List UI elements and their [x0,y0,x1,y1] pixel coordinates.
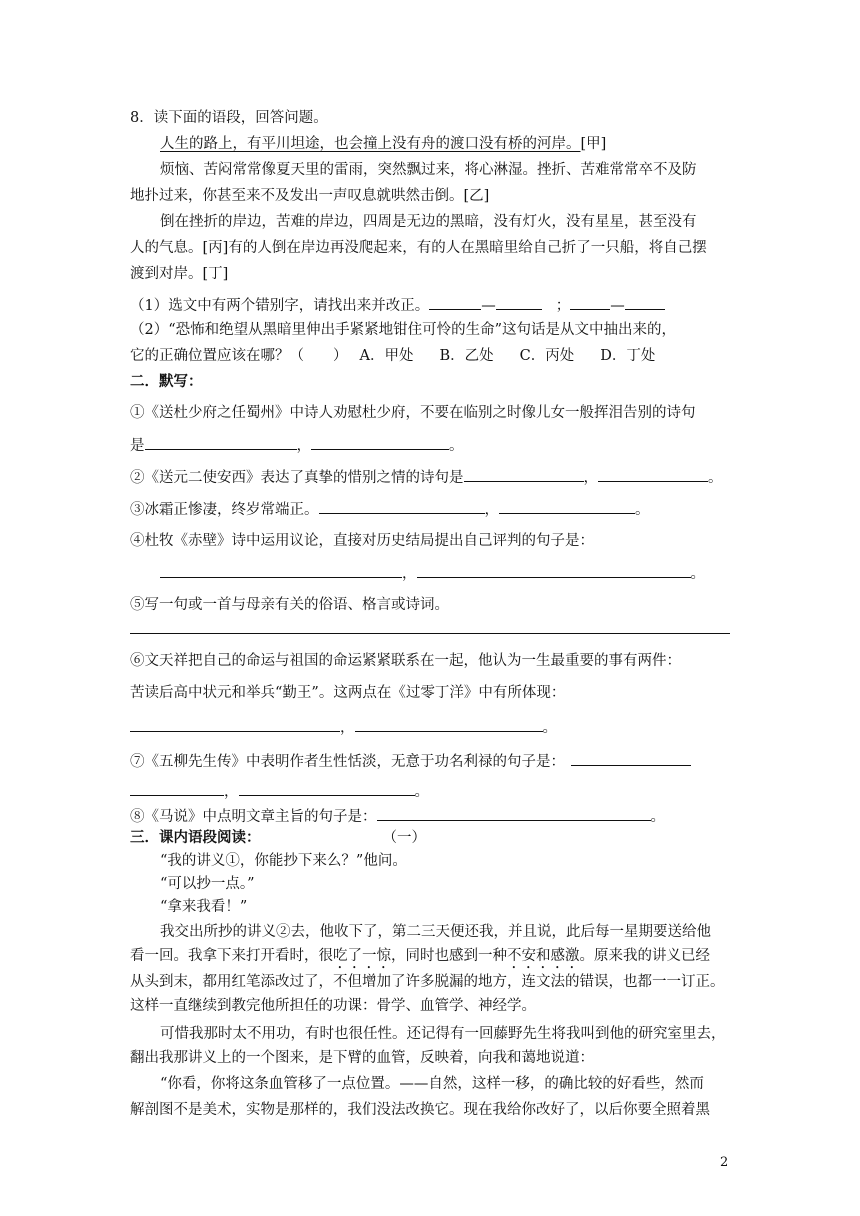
option-a: A．甲处 [359,348,414,364]
q8-paragraph-3-line-2: 人的气息。[丙]有的人倒在岸边再没爬起来，有的人在黑暗里给自己折了一只船，将自己摆 [130,240,707,256]
answer-blank[interactable] [160,563,402,578]
passage-line: “我的讲义①，你能抄下来么？”他问。 [160,853,407,869]
comma: ， [296,438,311,454]
dictation-item-4: ④杜牧《赤壁》诗中运用议论，直接对历史结局提出自己评判的句子是： [130,533,594,549]
prompt: ②《送元二使安西》表达了真挚的惜别之情的诗句是 [130,470,464,486]
dictation-item-3 [130,499,650,520]
prefix: 是 [130,438,145,454]
separator: ； [555,298,571,314]
section-2-heading: 二．默写： [130,373,203,390]
section-3-heading: 三．课内语段阅读： [130,829,261,846]
option-d: D．丁处 [600,348,656,364]
section-3-heading-line [130,828,426,848]
sub1-text: （1）选文中有两个错别字，请找出来并改正。 [130,298,430,314]
comma: ， [340,720,355,736]
option-c: C．丙处 [519,348,575,364]
comma: ， [224,784,239,800]
text: 。原来我的讲义已经 [579,948,710,964]
passage-line [130,946,710,972]
passage-line: “可以抄一点。” [160,876,255,892]
prompt: ③冰霜正惨凄，终岁常端正。 [130,502,319,518]
passage-line: “你看，你将这条血管移了一点位置。——自然，这样一移，的确比较的好看些，然而 [160,1076,704,1092]
underlined-sentence: 人生的路上，有平川坦途，也会撞上没有舟的渡口没有桥的河岸。 [160,136,581,152]
q8-paragraph-3-line-1: 倒在挫折的岸边，苦难的岸边，四周是无边的黑暗，没有灯火，没有星星，甚至没有 [160,214,697,230]
answer-blank[interactable] [130,781,224,796]
q8-paragraph-3-line-3: 渡到对岸。[丁] [130,266,229,282]
passage-line: 解剖图不是美术，实物是那样的，我们没法改换它。现在我给你改好了，以后你要全照着黑 [130,1102,710,1118]
dictation-item-5: ⑤写一句或一首与母亲有关的俗语、格言或诗词。 [130,597,449,613]
answer-blank[interactable] [570,295,610,310]
answer-blank[interactable] [319,499,485,514]
passage-line: 可惜我那时太不用功，有时也很任性。还记得有一回藤野先生将我叫到他的研究室里去， [160,1026,726,1042]
answer-blank[interactable] [464,467,584,482]
dictation-item-4-answer [160,563,705,584]
comma: ， [402,566,417,582]
dictation-item-6-line-1: ⑥文天祥把自己的命运与祖国的命运紧紧联系在一起，他认为一生最重要的事有两件： [130,653,681,669]
text: 看一回。我拿下来打开看时，很 [130,948,333,964]
answer-blank[interactable] [311,435,449,450]
answer-blank[interactable] [377,806,651,821]
dictation-item-8 [130,806,665,827]
prompt: ⑦《五柳先生传》中表明作者生性恬淡，无意于功名利禄的句子是： [130,754,565,770]
q8-sub-question-2-line-2 [130,346,655,366]
q8-sub-question-2-line-1: （2）“恐怖和绝望从黑暗里伸出手紧紧地钳住可怜的生命”这句话是从文中抽出来的， [130,322,677,338]
answer-blank[interactable] [355,717,543,732]
dash: — [481,298,496,314]
answer-blank[interactable] [130,717,340,732]
answer-blank[interactable] [429,295,481,310]
emphasized-phrase: 吃了一惊 [333,948,391,964]
passage-line: 翻出我那讲义上的一个图来，是下臂的血管，反映着，向我和蔼地说道： [130,1050,594,1066]
dictation-item-2 [130,467,723,488]
passage-line: 这样一直继续到教完他所担任的功课：骨学、血管学、神经学。 [130,998,536,1014]
q8-title: 8．读下面的语段，回答问题。 [130,110,328,126]
period: 。 [635,502,650,518]
period: 。 [449,438,464,454]
period: 。 [542,720,557,736]
text: ，同时也感到一种 [391,948,507,964]
sub2-prompt: 它的正确位置应该在哪？（ ） [130,348,348,364]
dictation-item-6-line-2: 苦读后高中状元和举兵“勤王”。这两点在《过零丁洋》中有所体现： [130,685,566,701]
passage-line: 从头到末，都用红笔添改过了，不但增加了许多脱漏的地方，连文法的错误，也都一一订正。 [130,974,725,990]
emphasized-phrase: 不安和感激 [507,948,580,964]
period: 。 [690,566,705,582]
answer-blank[interactable] [496,295,542,310]
answer-blank[interactable] [625,295,665,310]
dictation-item-7 [130,751,691,772]
period: 。 [650,809,665,825]
answer-blank[interactable] [239,781,415,796]
answer-blank[interactable] [499,499,635,514]
q8-paragraph-2-line-1: 烦恼、苦闷常常像夏天里的雷雨，突然飘过来，将心淋湿。挫折、苦难常常卒不及防 [160,162,697,178]
dictation-item-6-answer [130,717,557,738]
period: 。 [414,784,429,800]
dash: — [610,298,625,314]
q8-paragraph-2-line-2: 地扑过来，你甚至来不及发出一声叹息就哄然击倒。[乙] [130,188,490,204]
answer-blank[interactable] [145,435,297,450]
answer-blank[interactable] [417,563,691,578]
answer-line[interactable] [130,633,730,634]
dictation-item-7-answer [130,781,429,802]
prompt: ⑧《马说》中点明文章主旨的句子是： [130,809,377,825]
dictation-item-1-line-2 [130,435,464,456]
option-b: B．乙处 [439,348,494,364]
answer-blank[interactable] [571,751,691,766]
comma: ， [484,502,499,518]
answer-blank[interactable] [598,467,708,482]
period: 。 [708,470,723,486]
dictation-item-1-line-1: ①《送杜少府之任蜀州》中诗人劝慰杜少府，不要在临别之时像儿女一般挥泪告别的诗句 [130,405,696,421]
q8-paragraph-1 [160,134,606,154]
q8-sub-question-1 [130,295,665,316]
section-3-subheading: （一） [382,830,426,846]
marker-jia: [甲] [580,136,607,152]
comma: ， [583,470,598,486]
passage-line: “拿来我看！” [160,899,248,915]
page-number: 2 [720,1155,729,1170]
passage-line: 我交出所抄的讲义②去，他收下了，第二三天便还我，并且说，此后每一星期要送给他 [160,924,711,940]
